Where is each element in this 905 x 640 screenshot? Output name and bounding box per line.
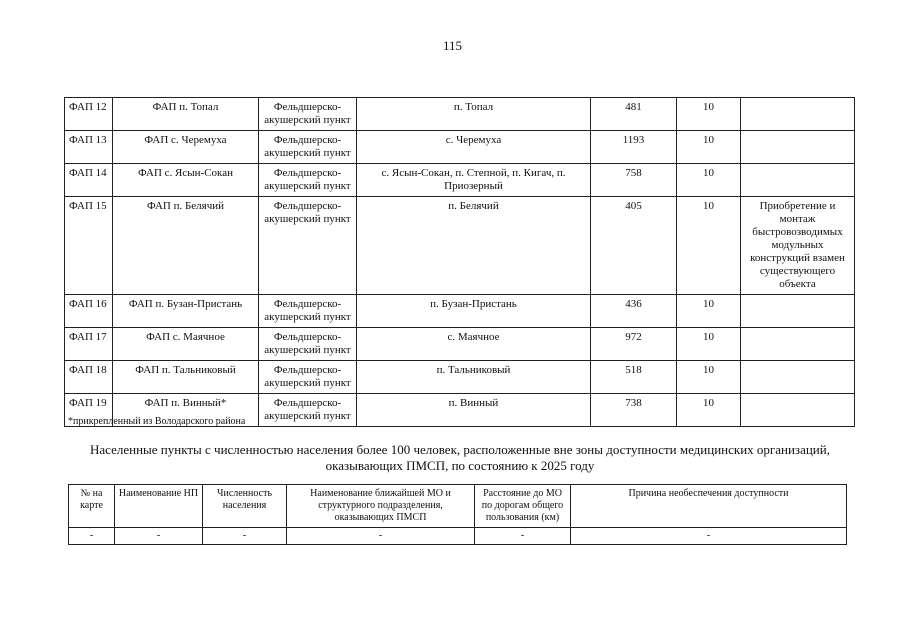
table-row [65,197,855,295]
cell-facility-type: Фельдшерско-акушерский пункт [259,295,357,328]
cell-facility-name: ФАП п. Топал [113,98,259,131]
cell-note [741,394,855,427]
cell-facility-name: ФАП с. Черемуха [113,131,259,164]
cell-population: 738 [591,394,677,427]
cell-facility-name: ФАП п. Бузан-Пристань [113,295,259,328]
cell-note [741,98,855,131]
table-row [65,131,855,164]
cell-note [741,295,855,328]
header-distance: Расстояние до МО по дорогам общего пользования (км) [475,485,571,528]
header-population: Численность населения [203,485,287,528]
cell-facility-type: Фельдшерско-акушерский пункт [259,361,357,394]
table-row [65,361,855,394]
table-row [65,98,855,131]
cell-distance: 10 [677,98,741,131]
cell-facility-name: ФАП п. Винный* [113,394,259,427]
table-row [65,295,855,328]
cell-facility-id: ФАП 14 [65,164,113,197]
cell-facility-id: ФАП 15 [65,197,113,295]
section-heading: Населенные пункты с численностью населения более 100 человек, расположенные вне зоны доступности медицинских организаций, оказывающих ПМСП, по состоянию к 2025 году [90,442,830,473]
cell-facility-id: ФАП 13 [65,131,113,164]
table-row [65,328,855,361]
cell-facility-id: ФАП 19 [65,394,113,427]
cell-population: 436 [591,295,677,328]
cell-population: - [203,528,287,545]
cell-served-settlements: с. Маячное [357,328,591,361]
cell-population: 405 [591,197,677,295]
cell-served-settlements: п. Бузан-Пристань [357,295,591,328]
table-row [69,528,847,545]
cell-population: 972 [591,328,677,361]
header-nearest-mo: Наименование ближайшей МО и структурного подразделения, оказывающих ПМСП [287,485,475,528]
cell-served-settlements: п. Топал [357,98,591,131]
cell-facility-name: ФАП с. Ясын-Сокан [113,164,259,197]
accessibility-table-header [69,485,847,528]
cell-served-settlements: с. Черемуха [357,131,591,164]
cell-map-number: - [69,528,115,545]
cell-facility-id: ФАП 17 [65,328,113,361]
cell-distance: 10 [677,164,741,197]
cell-population: 518 [591,361,677,394]
cell-distance: 10 [677,394,741,427]
page-number: 115 [442,38,463,53]
cell-facility-id: ФАП 16 [65,295,113,328]
cell-distance: - [475,528,571,545]
cell-facility-type: Фельдшерско-акушерский пункт [259,394,357,427]
cell-facility-name: ФАП с. Маячное [113,328,259,361]
cell-facility-type: Фельдшерско-акушерский пункт [259,131,357,164]
cell-distance: 10 [677,295,741,328]
cell-served-settlements: п. Винный [357,394,591,427]
cell-facility-id: ФАП 12 [65,98,113,131]
cell-facility-id: ФАП 18 [65,361,113,394]
cell-reason: - [571,528,847,545]
cell-facility-type: Фельдшерско-акушерский пункт [259,197,357,295]
cell-note [741,164,855,197]
facilities-table [64,97,855,427]
cell-facility-type: Фельдшерско-акушерский пункт [259,98,357,131]
cell-served-settlements: с. Ясын-Сокан, п. Степной, п. Кигач, п. Приозерный [357,164,591,197]
cell-population: 481 [591,98,677,131]
cell-served-settlements: п. Тальниковый [357,361,591,394]
cell-population: 1193 [591,131,677,164]
accessibility-table [68,484,847,545]
cell-note [741,328,855,361]
cell-distance: 10 [677,361,741,394]
header-map-number: № на карте [69,485,115,528]
cell-facility-type: Фельдшерско-акушерский пункт [259,328,357,361]
table-row [65,164,855,197]
cell-note [741,361,855,394]
cell-nearest-mo: - [287,528,475,545]
cell-settlement-name: - [115,528,203,545]
cell-distance: 10 [677,328,741,361]
cell-population: 758 [591,164,677,197]
cell-note [741,131,855,164]
cell-note: Приобретение и монтаж быстровозводимых модульных конструкций взамен существующего объекта [741,197,855,295]
cell-facility-name: ФАП п. Тальниковый [113,361,259,394]
header-reason: Причина необеспечения доступности [571,485,847,528]
cell-distance: 10 [677,197,741,295]
cell-served-settlements: п. Белячий [357,197,591,295]
cell-facility-name: ФАП п. Белячий [113,197,259,295]
cell-facility-type: Фельдшерско-акушерский пункт [259,164,357,197]
header-settlement-name: Наименование НП [115,485,203,528]
cell-distance: 10 [677,131,741,164]
footnote: *прикрепленный из Володарского района [68,416,246,427]
